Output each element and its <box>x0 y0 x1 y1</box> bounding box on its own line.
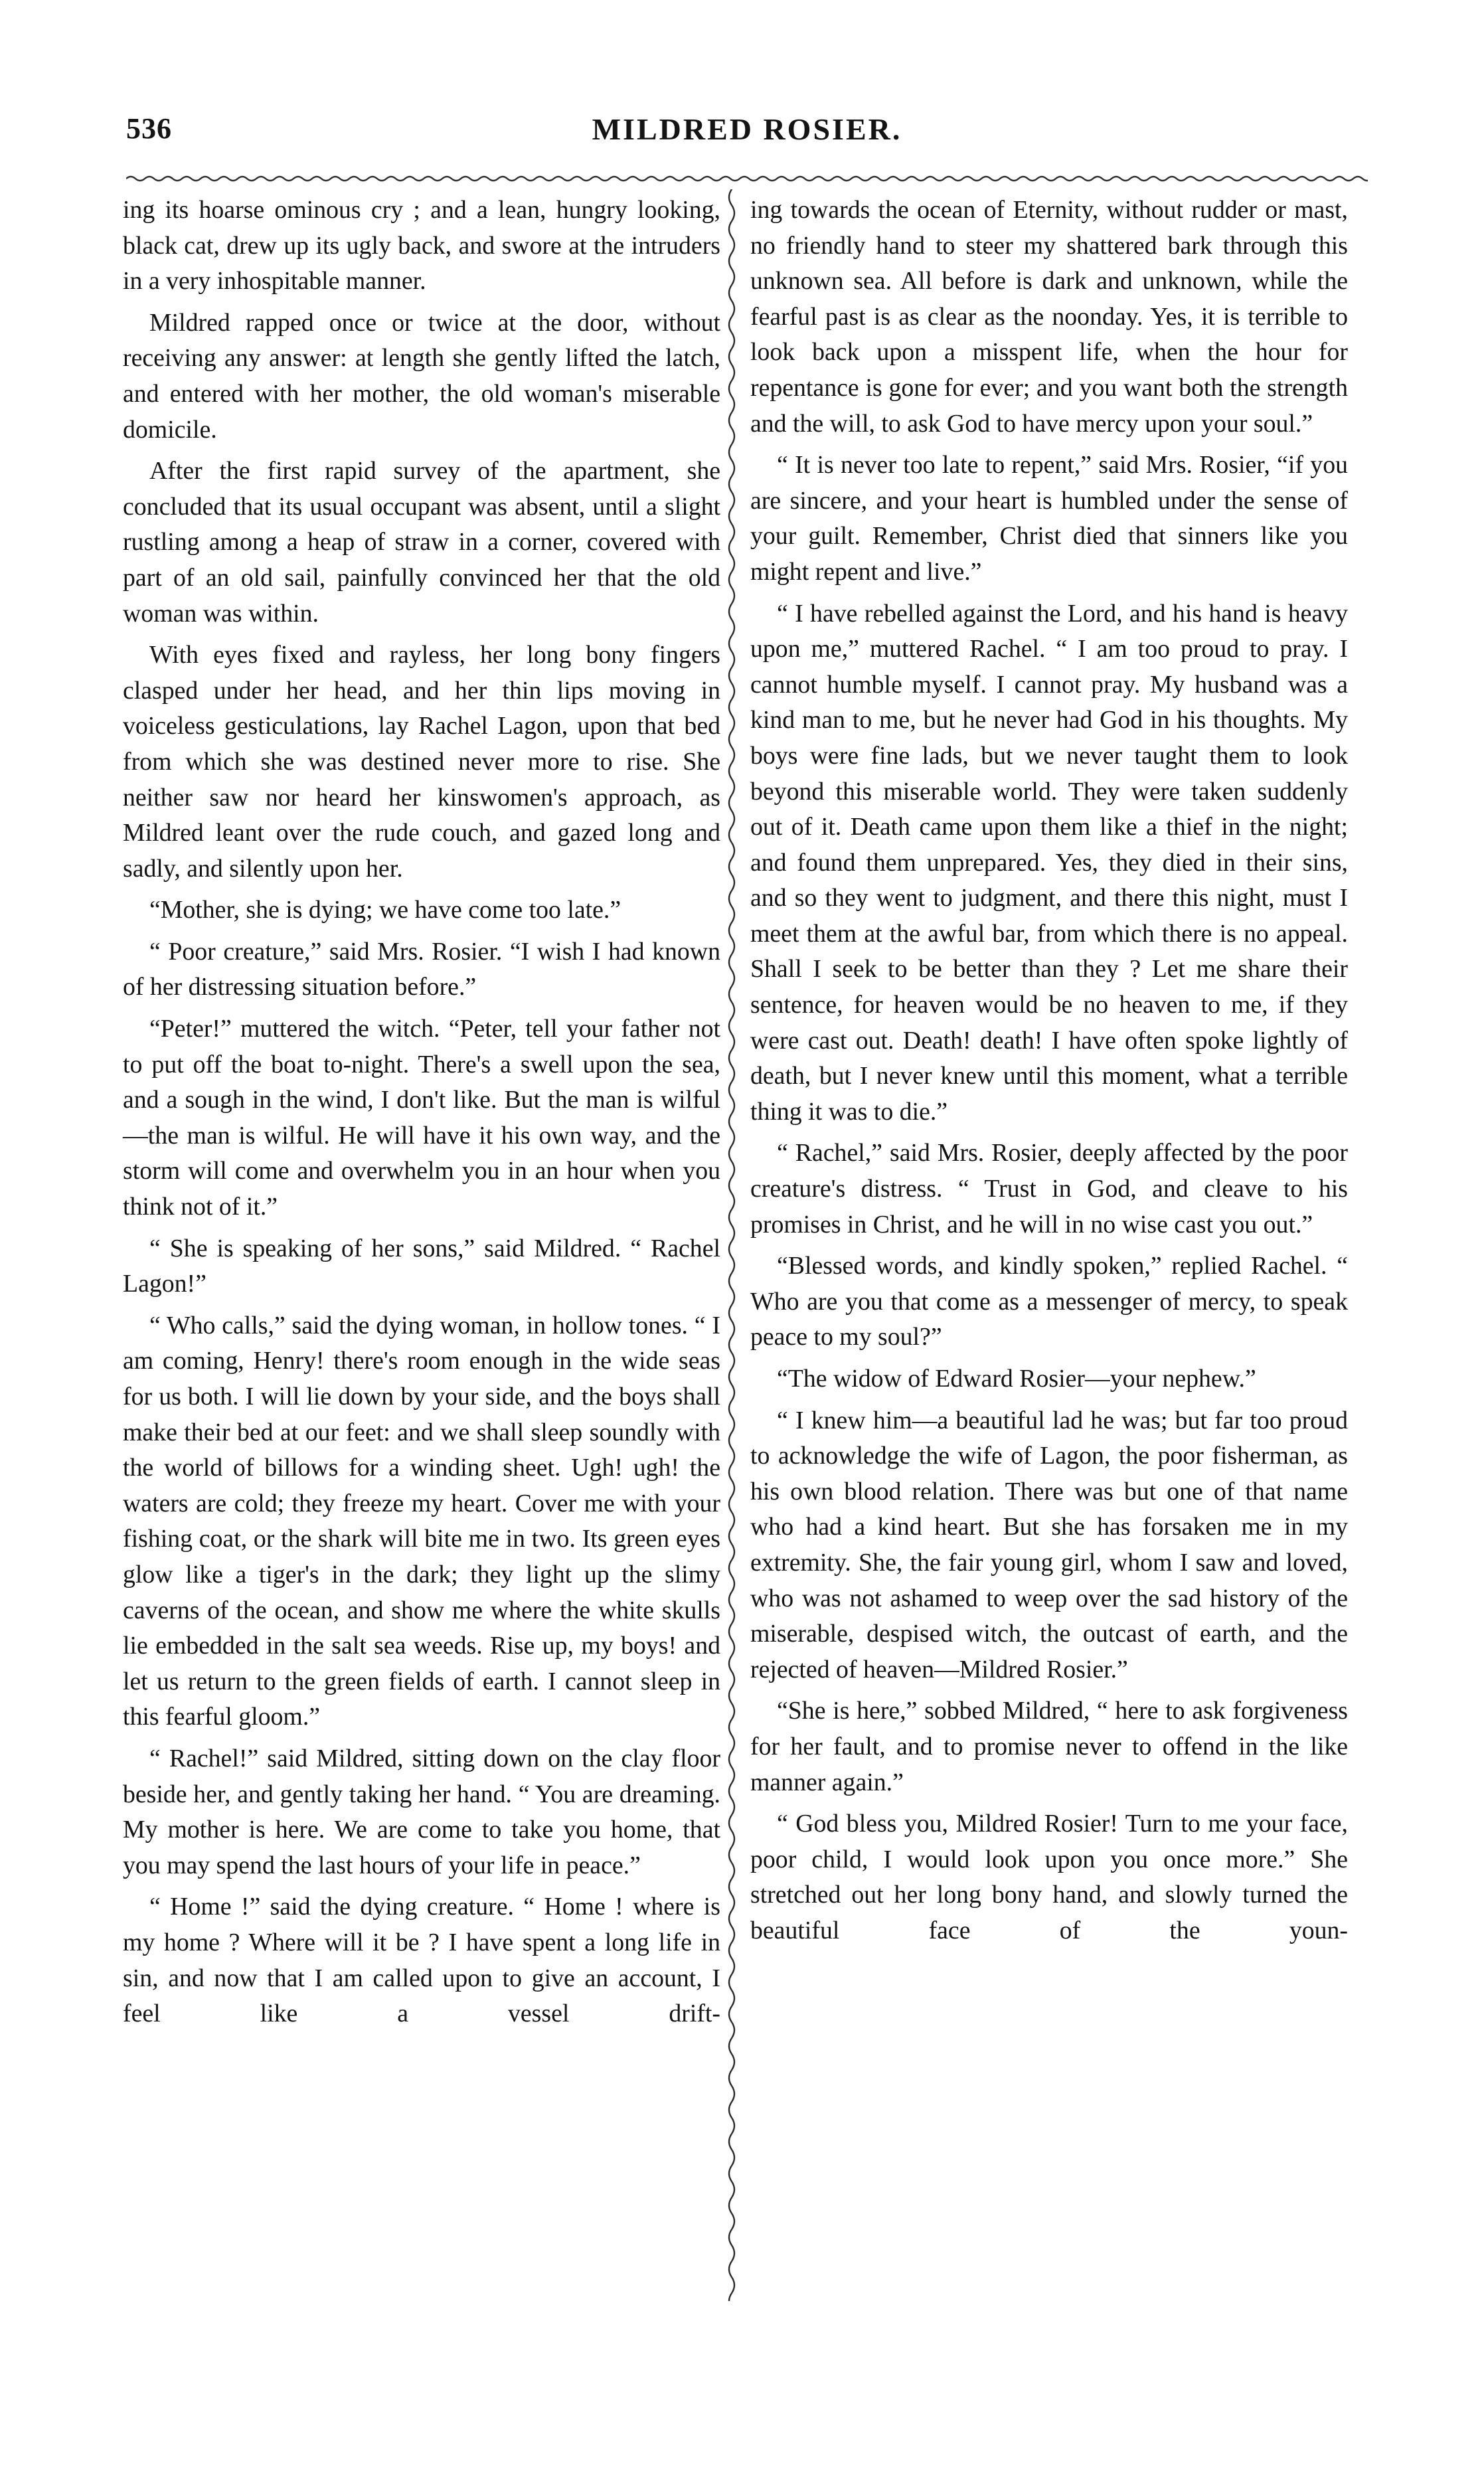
paragraph: “ God bless you, Mildred Rosier! Turn to me your face, poor child, I would look upon you once more.” She stretched out her long bony hand, and slowly turned the beautiful face of the youn- <box>750 1810 1348 1944</box>
paragraph: “ It is never too late to repent,” said Mrs. Rosier, “if you are sincere, and your heart is humbled under the sense of your guilt. Remember, Christ died that sinners like you might repent and live.” <box>750 451 1348 586</box>
paragraph: With eyes fixed and rayless, her long bony fingers clasped under her head, and her thin lips moving in voiceless gesticulations, lay Rachel Lagon, upon that bed from which she was destined never more to rise. She neither saw nor heard her kinswomen's approach, as Mildred leant over the rude couch, and gazed long and sadly, and silently upon her. <box>123 641 720 883</box>
running-header <box>126 112 1368 165</box>
paragraph: “ Home !” said the dying creature. “ Home ! where is my home ? Where will it be ? I have spent a long life in sin, and now that I am called upon to give an account, I feel like a vessel drift- <box>123 1893 720 2028</box>
paragraph: “ I have rebelled against the Lord, and his hand is heavy upon me,” muttered Rachel. “ I am too proud to pray. I cannot humble myself. I cannot pray. My husband was a kind man to me, but he never had God in his thoughts. My boys were fine lads, but we never taught them to look beyond this miserable world. They were taken suddenly out of it. Death came upon them like a thief in the night; and found them unprepared. Yes, they died in their sins, and so they went to judgment, and there this night, must I meet them at the awful bar, from which there is no appeal. Shall I seek to be better than they ? Let me share their sentence, for heaven would be no heaven to me, if they were cast out. Death! death! I have often spoke lightly of death, but I never knew until this moment, what a terrible thing it was to die.” <box>750 599 1348 1126</box>
column-divider <box>725 189 738 2301</box>
running-title: MILDRED ROSIER. <box>592 112 902 146</box>
paragraph: “Blessed words, and kindly spoken,” replied Rachel. “ Who are you that come as a messenger of mercy, to speak peace to my soul?” <box>750 1252 1348 1351</box>
left-column <box>123 193 720 2038</box>
paragraph: ing its hoarse ominous cry ; and a lean, hungry looking, black cat, drew up its ugly back, and swore at the intruders in a very inhospitable manner. <box>123 196 720 296</box>
right-column <box>750 193 1348 1955</box>
paragraph: “ Rachel!” said Mildred, sitting down on the clay floor beside her, and gently taking her hand. “ You are dreaming. My mother is here. We are come to take you home, that you may spend the last hours of your life in peace.” <box>123 1744 720 1879</box>
paragraph: “ Rachel,” said Mrs. Rosier, deeply affected by the poor creature's distress. “ Trust in God, and cleave to his promises in Christ, and he will in no wise cast you out.” <box>750 1139 1348 1239</box>
paragraph: “The widow of Edward Rosier—your nephew.” <box>777 1365 1256 1393</box>
paragraph: “Peter!” muttered the witch. “Peter, tell your father not to put off the boat to-night. There's a swell upon the sea, and a sough in the wind, I don't like. But the man is wilful—the man is wilful. He will have it his own way, and the storm will come and overwhelm you in an hour when you think not of it.” <box>123 1015 720 1221</box>
paragraph: “Mother, she is dying; we have come too late.” <box>149 896 621 924</box>
paragraph: “ Poor creature,” said Mrs. Rosier. “I wish I had known of her distressing situation before.” <box>123 937 720 1001</box>
paragraph: “She is here,” sobbed Mildred, “ here to ask forgiveness for her fault, and to promise never to offend in the like manner again.” <box>750 1697 1348 1796</box>
paragraph: Mildred rapped once or twice at the door, without receiving any answer: at length she gently lifted the latch, and entered with her mother, the old woman's miserable domicile. <box>123 308 720 444</box>
page-number: 536 <box>126 112 172 145</box>
paragraph: After the first rapid survey of the apartment, she concluded that its usual occupant was absent, until a slight rustling among a heap of straw in a corner, covered with part of an old sail, painfully convinced her that the old woman was within. <box>123 457 720 628</box>
paragraph: ing towards the ocean of Eternity, without rudder or mast, no friendly hand to steer my shattered bark through this unknown sea. All before is dark and unknown, while the fearful past is as clear as the noonday. Yes, it is terrible to look back upon a misspent life, when the hour for repentance is gone for ever; and you want both the strength and the will, to ask God to have mercy upon your soul.” <box>750 196 1348 438</box>
paragraph: “ She is speaking of her sons,” said Mildred. “ Rachel Lagon!” <box>123 1234 720 1298</box>
paragraph: “ Who calls,” said the dying woman, in hollow tones. “ I am coming, Henry! there's room enough in the wide seas for us both. I will lie down by your side, and the boys shall make their bed at our feet: and we shall sleep soundly with the world of billows for a winding sheet. Ugh! ugh! the waters are cold; they freeze my heart. Cover me with your fishing coat, or the shark will bite me in two. Its green eyes glow like a tiger's in the dark; they light up the slimy caverns of the ocean, and show me where the white skulls lie embedded in the salt sea weeds. Rise up, my boys! and let us return to the green fields of earth. I cannot sleep in this fearful gloom.” <box>123 1311 720 1731</box>
paragraph: “ I knew him—a beautiful lad he was; but far too proud to acknowledge the wife of Lagon, the poor fisherman, as his own blood relation. There was but one of that name who had a kind heart. But she has forsaken me in my extremity. She, the fair young girl, whom I saw and loved, who was not ashamed to weep over the sad history of the miserable, despised witch, the outcast of earth, and the rejected of heaven—Mildred Rosier.” <box>750 1406 1348 1683</box>
header-rule <box>126 174 1368 183</box>
